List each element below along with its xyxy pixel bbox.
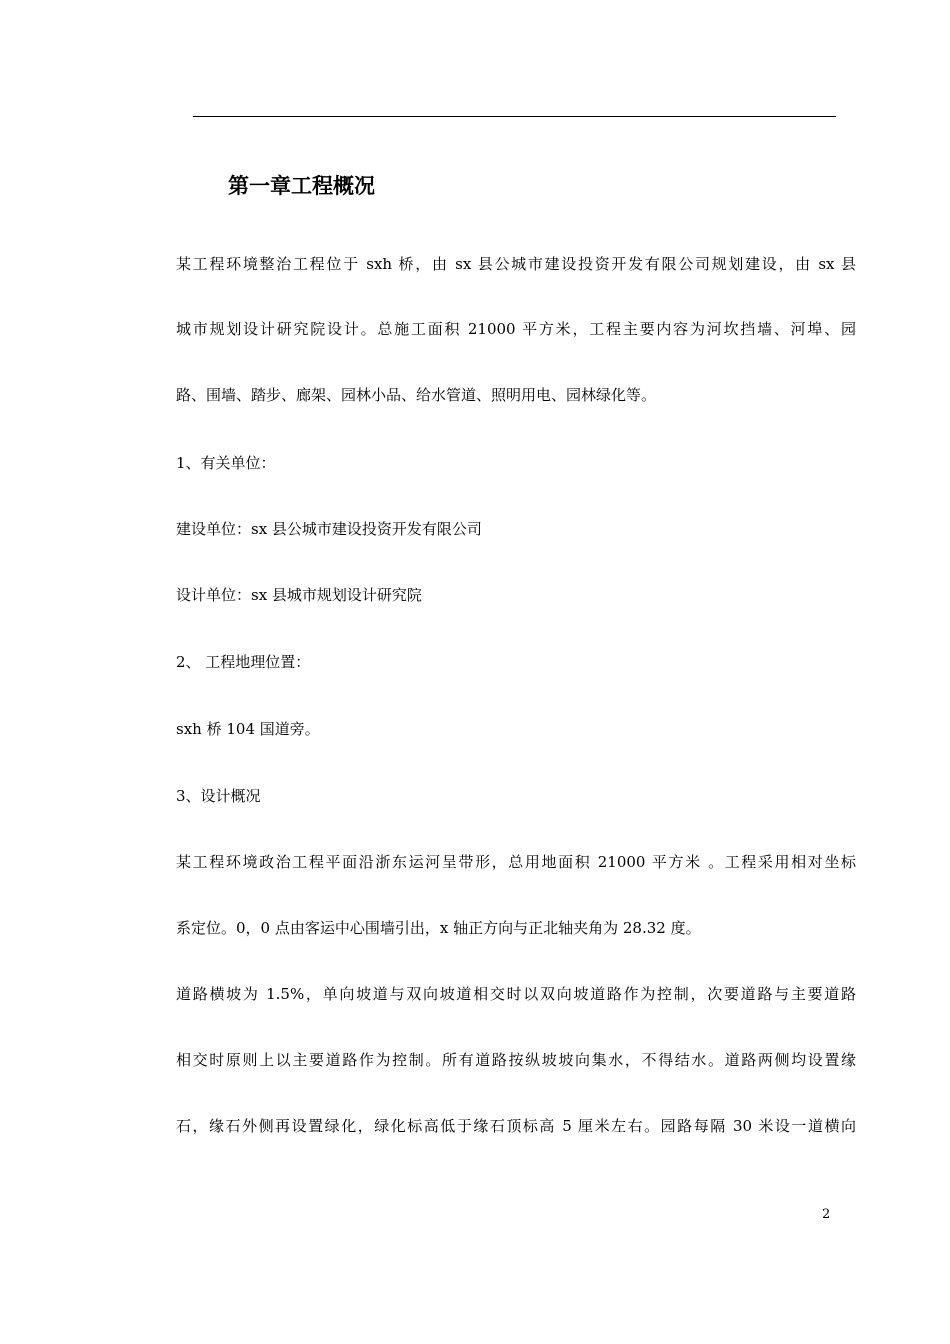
paragraph-line: 路、围墙、踏步、廊架、园林小品、给水管道、照明用电、园林绿化等。: [176, 386, 657, 404]
header-rule: [193, 116, 836, 117]
paragraph-line: 系定位。0，0 点由客运中心围墙引出，x 轴正方向与正北轴夹角为 28.32 度。: [176, 919, 701, 937]
paragraph-line: 某工程环境政治工程平面沿浙东运河呈带形，总用地面积 21000 平方米 。工程采用相对坐标: [176, 853, 856, 871]
paragraph-line: 相交时原则上以主要道路作为控制。所有道路按纵坡坡向集水，不得结水。道路两侧均设置缘: [176, 1051, 856, 1069]
chapter-title: 第一章工程概况: [228, 174, 375, 198]
paragraph-line: sxh 桥 104 国道旁。: [176, 720, 320, 738]
paragraph-line: 建设单位：sx 县公城市建设投资开发有限公司: [176, 520, 482, 538]
page-number: 2: [822, 1207, 831, 1222]
paragraph-line: 城市规划设计研究院设计。总施工面积 21000 平方米，工程主要内容为河坎挡墙、河埠、园: [176, 320, 856, 338]
paragraph-line: 道路横坡为 1.5%，单向坡道与双向坡道相交时以双向坡道路作为控制，次要道路与主要道路: [176, 985, 856, 1003]
paragraph-line: 设计单位：sx 县城市规划设计研究院: [176, 586, 422, 604]
paragraph-line: 某工程环境整治工程位于 sxh 桥，由 sx 县公城市建设投资开发有限公司规划建设，由 sx 县: [176, 255, 856, 273]
paragraph-line: 石，缘石外侧再设置绿化，绿化标高低于缘石顶标高 5 厘米左右。园路每隔 30 米设一道横向: [176, 1117, 856, 1135]
section-heading: 1、有关单位：: [176, 454, 276, 472]
section-heading: 3、设计概况: [176, 787, 261, 805]
section-heading: 2、 工程地理位置：: [176, 653, 311, 671]
